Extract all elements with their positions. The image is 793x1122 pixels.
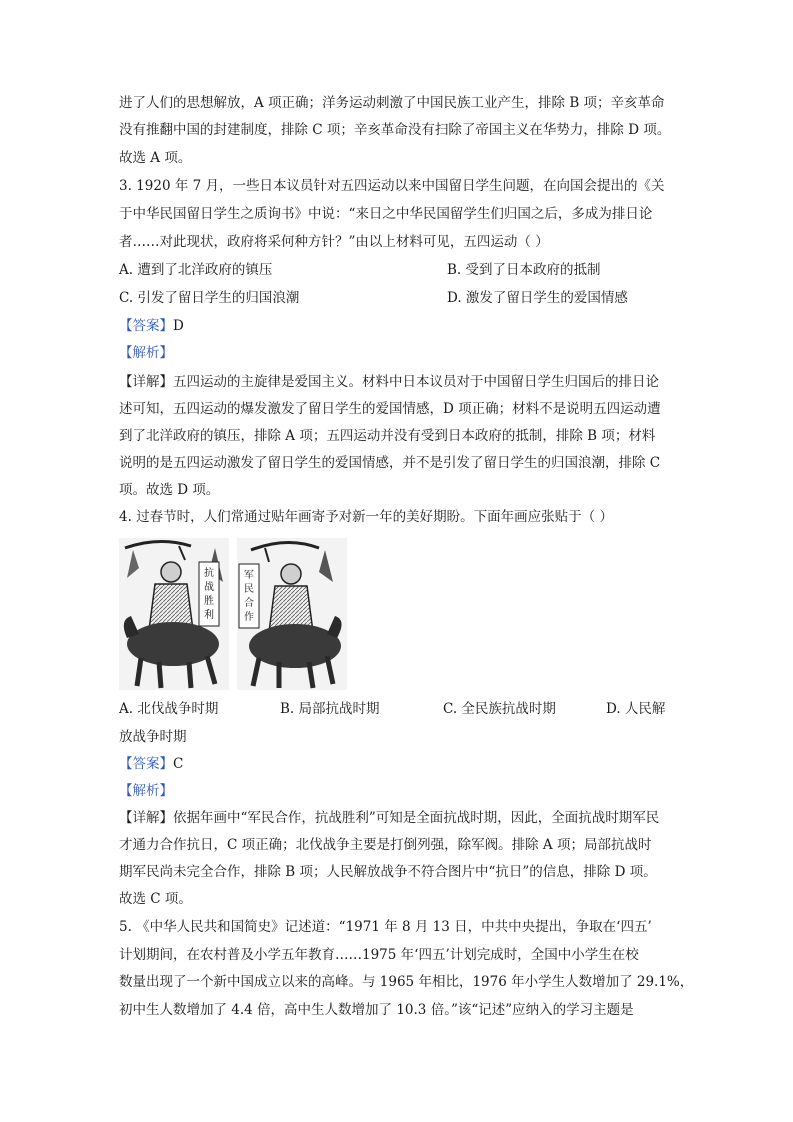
q2-text-line-3: 故选 A 项。	[119, 150, 192, 166]
q4-answer-value: C	[173, 756, 184, 772]
right-banner-char-4: 作	[244, 612, 254, 623]
left-banner-char-3: 胜	[204, 596, 214, 607]
q4-stem: 4. 过春节时，人们常通过贴年画寄予对新一年的美好期盼。下面年画应张贴于（ ）	[119, 509, 613, 525]
q4-option-b: B. 局部抗战时期	[280, 701, 380, 717]
q4-detail-line-4: 故选 C 项。	[119, 891, 192, 907]
q3-answer	[119, 316, 184, 336]
q4-analysis-label: 【解析】	[119, 783, 173, 799]
right-banner-char-1: 军	[244, 570, 254, 581]
right-banner-char-3: 合	[244, 598, 254, 609]
q3-detail-line-2: 述可知，五四运动的爆发激发了留日学生的爱国情感，D 项正确；材料不是说明五四运动遭	[119, 401, 661, 417]
q3-stem-line-3: 者……对此现状，政府将采何种方针？”由以上材料可见，五四运动（ ）	[119, 234, 549, 250]
q4-option-c: C. 全民族抗战时期	[443, 701, 556, 717]
q3-option-b: B. 受到了日本政府的抵制	[447, 262, 601, 278]
q3-option-c: C. 引发了留日学生的归国浪潮	[119, 290, 300, 306]
q4-detail-label: 【详解】	[119, 810, 173, 826]
q4-option-d-wrap: 放战争时期	[119, 729, 187, 745]
q3-detail-text: 五四运动的主旋律是爱国主义。材料中日本议员对于中国留日学生归国后的排日论	[173, 374, 659, 390]
q5-stem-line-2: 计划期间，在农村普及小学五年教育……1975 年‘四五’计划完成时，全国中小学生在校	[119, 947, 639, 963]
left-banner-char-2: 战	[204, 582, 214, 593]
q4-detail-line-2: 才通力合作抗日，C 项正确；北伐战争主要是打倒列强，除军阀。排除 A 项；局部抗战时	[119, 837, 652, 853]
q4-detail-line-3: 期军民尚未完全合作，排除 B 项；人民解放战争不符合图片中“抗日”的信息，排除 D 项。	[119, 864, 657, 880]
q5-stem-line-4: 初中生人数增加了 4.4 倍，高中生人数增加了 10.3 倍。”该“记述”应纳入的学习主题是	[119, 1002, 634, 1018]
q4-answer-label: 【答案】	[119, 756, 173, 772]
q3-stem-line-1: 3. 1920 年 7 月，一些日本议员针对五四运动以来中国留日学生问题，在向国会提出的《关	[119, 178, 665, 194]
q3-stem-line-2: 于中华民国留日学生之质询书》中说：“来日之中华民国留学生们归国之后，多成为排日论	[119, 206, 653, 222]
q3-detail-label: 【详解】	[119, 374, 173, 390]
q5-stem-line-3: 数量出现了一个新中国成立以来的高峰。与 1965 年相比，1976 年小学生人数增加了 29.1%，	[119, 974, 694, 990]
left-banner-char-1: 抗	[204, 568, 214, 579]
right-banner-char-2: 民	[244, 584, 254, 595]
q3-option-d: D. 激发了留日学生的爱国情感	[447, 290, 628, 306]
q3-answer-value: D	[173, 318, 184, 334]
q4-detail-line-1	[119, 808, 659, 828]
q2-text-line-2: 没有推翻中国的封建制度，排除 C 项；辛亥革命没有扫除了帝国主义在华势力，排除 D 项。	[119, 122, 671, 138]
q5-stem-line-1: 5. 《中华人民共和国简史》记述道：“1971 年 8 月 13 日，中共中央提出，争取在‘四五’	[119, 919, 652, 935]
q3-detail-line-3: 到了北洋政府的镇压，排除 A 项；五四运动并没有受到日本政府的抵制，排除 B 项；材料	[119, 428, 656, 444]
q3-answer-label: 【答案】	[119, 318, 173, 334]
left-banner-char-4: 利	[204, 610, 214, 621]
q4-detail-text: 依据年画中“军民合作，抗战胜利”可知是全面抗战时期，因此，全面抗战时期军民	[173, 810, 660, 826]
new-year-prints-image	[119, 538, 409, 690]
q4-option-a: A. 北伐战争时期	[119, 701, 219, 717]
q3-detail-line-1	[119, 372, 659, 392]
q3-detail-line-4: 说明的是五四运动激发了留日学生的爱国情感，并不是引发了留日学生的归国浪潮，排除 C	[119, 455, 661, 471]
q3-analysis-label: 【解析】	[119, 345, 173, 361]
q2-text-line-1: 进了人们的思想解放，A 项正确；洋务运动刺激了中国民族工业产生，排除 B 项；辛亥革命	[119, 95, 665, 111]
q3-detail-line-5: 项。故选 D 项。	[119, 482, 220, 498]
q3-option-a: A. 遭到了北洋政府的镇压	[119, 262, 273, 278]
q4-option-d: D. 人民解	[606, 701, 666, 717]
q4-answer	[119, 754, 183, 774]
